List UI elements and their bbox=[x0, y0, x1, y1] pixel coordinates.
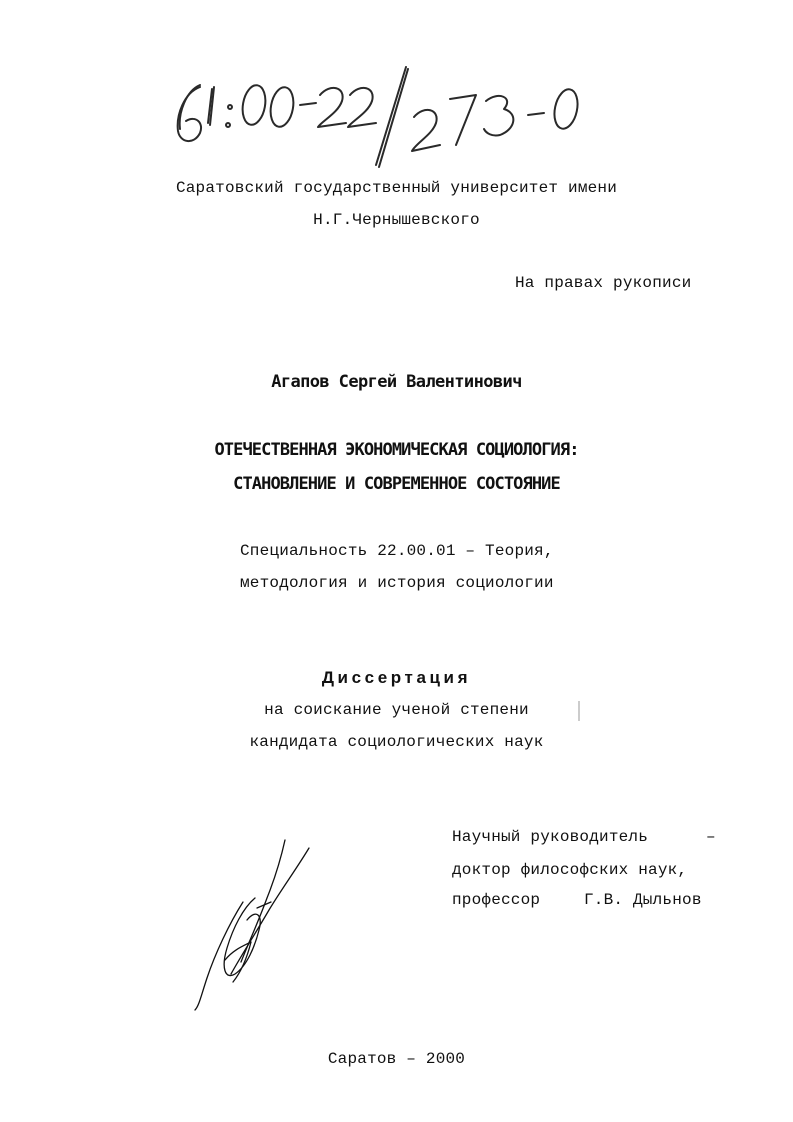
supervisor-degree: доктор философских наук, bbox=[452, 861, 688, 879]
institution-line-1: Саратовский государственный университет имени bbox=[175, 179, 618, 197]
place-and-year: Саратов – 2000 bbox=[327, 1050, 466, 1068]
author-signature bbox=[185, 838, 325, 1018]
specialty-line-1: Специальность 22.00.01 – Теория, bbox=[240, 542, 554, 560]
pencil-mark bbox=[576, 700, 582, 722]
degree-line-2: кандидата социологических наук bbox=[249, 733, 544, 751]
degree-line-1: на соискание ученой степени bbox=[264, 701, 529, 719]
institution-line-2: Н.Г.Чернышевского bbox=[313, 211, 480, 229]
supervisor-dash: – bbox=[706, 828, 716, 846]
supervisor-position: профессор bbox=[452, 891, 541, 909]
title-line-2: СТАНОВЛЕНИЕ И СОВРЕМЕННОЕ СОСТОЯНИЕ bbox=[233, 474, 560, 494]
supervisor-name: Г.В. Дыльнов bbox=[584, 891, 702, 909]
specialty-line-2: методология и история социологии bbox=[240, 574, 554, 592]
handwritten-archive-number bbox=[170, 65, 610, 175]
author-name: Агапов Сергей Валентинович bbox=[271, 372, 522, 392]
supervisor-label: Научный руководитель bbox=[452, 828, 649, 846]
dissertation-heading: Диссертация bbox=[321, 668, 472, 687]
title-line-1: ОТЕЧЕСТВЕННАЯ ЭКОНОМИЧЕСКАЯ СОЦИОЛОГИЯ: bbox=[214, 440, 579, 460]
manuscript-rights-note: На правах рукописи bbox=[515, 274, 692, 292]
